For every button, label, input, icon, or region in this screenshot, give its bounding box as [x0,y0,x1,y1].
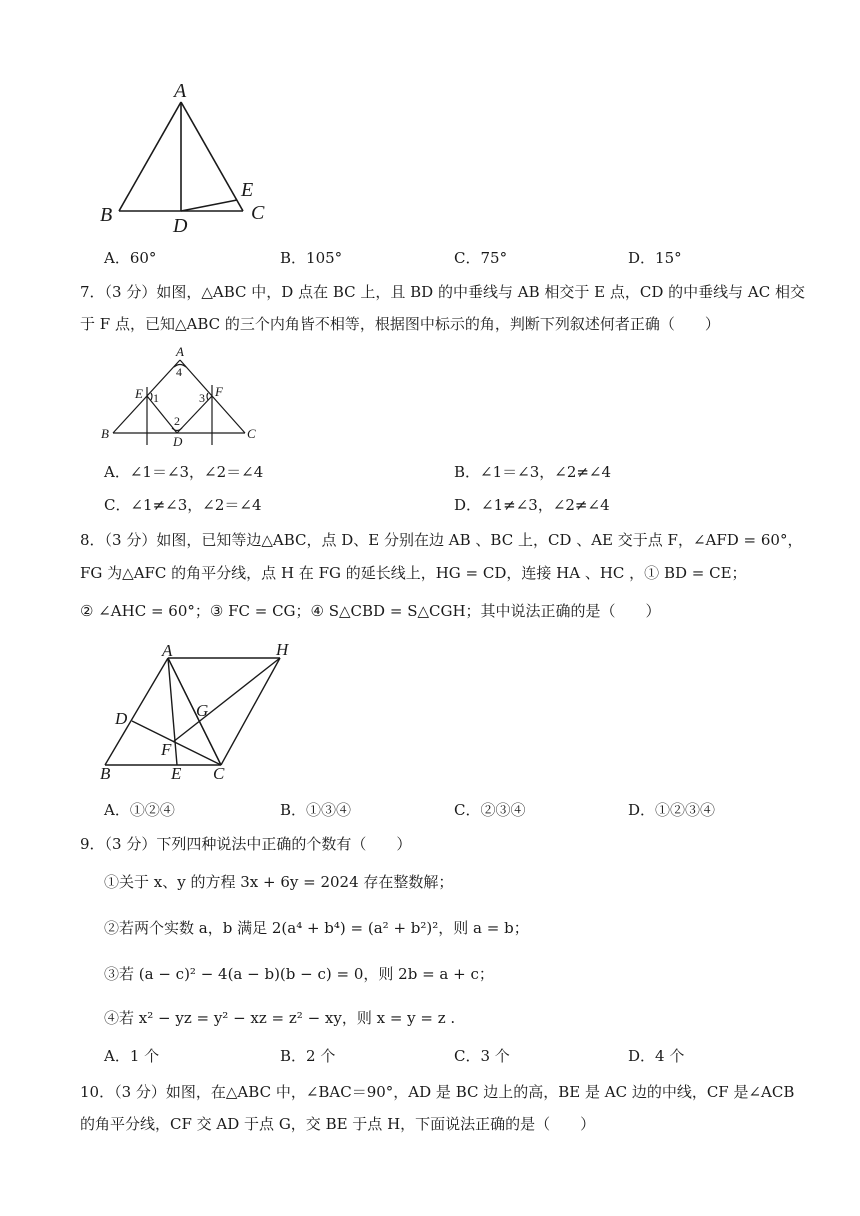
q7-stem-line-1: 7．（3 分）如图，△ABC 中，D 点在 BC 上，且 BD 的中垂线与 AB 相交于 E 点，CD 的中垂线与 AC 相交 [80,283,805,301]
q7-angle-mark-3 [207,393,208,400]
q7-option-c[interactable]: C．∠1≠∠3，∠2＝∠4 [104,496,262,514]
q8-option-d[interactable]: D．①②③④ [628,801,716,819]
q7-segment-fd [177,396,212,433]
q7-angle-3: 3 [199,391,205,405]
q9-option-c[interactable]: C．3 个 [454,1047,510,1065]
q6-option-c[interactable]: C．75° [454,249,508,267]
q8-label-g: G [196,701,209,720]
q7-label-f: F [215,384,223,399]
q10-stem-line-2: 的角平分线，CF 交 AD 于点 G，交 BE 于点 H，下面说法正确的是（ ） [80,1115,596,1133]
q8-option-a[interactable]: A．①②④ [104,801,175,819]
q9-option-d[interactable]: D．4 个 [628,1047,685,1065]
q6-label-a: A [174,80,187,102]
q8-stem-line-2: FG 为△AFC 的角平分线，点 H 在 FG 的延长线上，HG = CD，连接 HA 、HC ，① BD = CE； [80,564,747,582]
q8-label-f: F [161,740,172,759]
q7-angle-1: 1 [153,391,159,405]
q6-option-a[interactable]: A．60° [104,249,157,267]
q7-option-a[interactable]: A．∠1＝∠3，∠2＝∠4 [104,463,264,481]
q7-label-b: B [101,426,109,441]
q9-statement-3: ③若 (a − c)² − 4(a − b)(b − c) = 0，则 2b = a + c； [104,965,494,983]
q7-label-a: A [176,344,184,359]
q9-statement-4: ④若 x² − yz = y² − xz = z² − xy，则 x = y = z . [104,1009,456,1027]
q8-figure [95,638,300,783]
q7-angle-mark-1 [151,393,152,400]
q6-label-b: B [100,204,113,226]
q6-label-e: E [241,179,254,201]
q7-label-d: D [173,434,183,449]
q8-label-a: A [162,641,173,660]
q6-side-ac [181,102,243,211]
q7-label-c: C [247,426,256,441]
q10-stem-line-1: 10．（3 分）如图，在△ABC 中，∠BAC＝90°，AD 是 BC 边上的高，BE 是 AC 边的中线，CF 是∠ACB [80,1083,795,1101]
q7-option-d[interactable]: D．∠1≠∠3，∠2≠∠4 [454,496,610,514]
q9-option-a[interactable]: A．1 个 [104,1047,160,1065]
q7-angle-4: 4 [176,365,182,379]
q6-label-c: C [251,202,265,224]
q6-option-d[interactable]: D．15° [628,249,682,267]
q8-label-d: D [115,709,128,728]
q7-option-b[interactable]: B．∠1＝∠3，∠2≠∠4 [454,463,612,481]
q8-label-h: H [276,640,289,659]
q7-angle-2: 2 [174,414,180,428]
q8-segment-hc [221,658,280,765]
q8-option-c[interactable]: C．②③④ [454,801,526,819]
q8-stem-line-1: 8．（3 分）如图，已知等边△ABC，点 D、E 分别在边 AB 、BC 上，CD 、AE 交于点 F，∠AFD = 60°， [80,531,803,549]
q7-segment-ed [147,396,177,433]
q8-label-b: B [100,764,111,783]
q9-statement-1: ①关于 x、y 的方程 3x + 6y = 2024 存在整数解； [104,873,454,891]
q7-label-e: E [135,386,143,401]
q8-label-e: E [171,764,182,783]
q8-label-c: C [213,764,225,783]
q6-option-b[interactable]: B．105° [280,249,343,267]
q7-figure [95,342,270,452]
q9-statement-2: ②若两个实数 a，b 满足 2(a⁴ + b⁴) = (a² + b²)²，则 a = b； [104,919,529,937]
q7-stem-line-2: 于 F 点，已知△ABC 的三个内角皆不相等，根据图中标示的角，判断下列叙述何者正确（ ） [80,315,720,333]
q9-stem: 9．（3 分）下列四种说法中正确的个数有（ ） [80,835,412,853]
q9-option-b[interactable]: B．2 个 [280,1047,336,1065]
q6-side-ab [119,102,181,211]
q6-figure [95,80,285,240]
q8-stem-line-3: ② ∠AHC = 60°；③ FC = CG；④ S△CBD = S△CGH；其中说法正确的是（ ） [80,602,661,620]
q6-label-d: D [173,215,188,237]
q6-segment-de [181,200,237,211]
q8-option-b[interactable]: B．①③④ [280,801,352,819]
